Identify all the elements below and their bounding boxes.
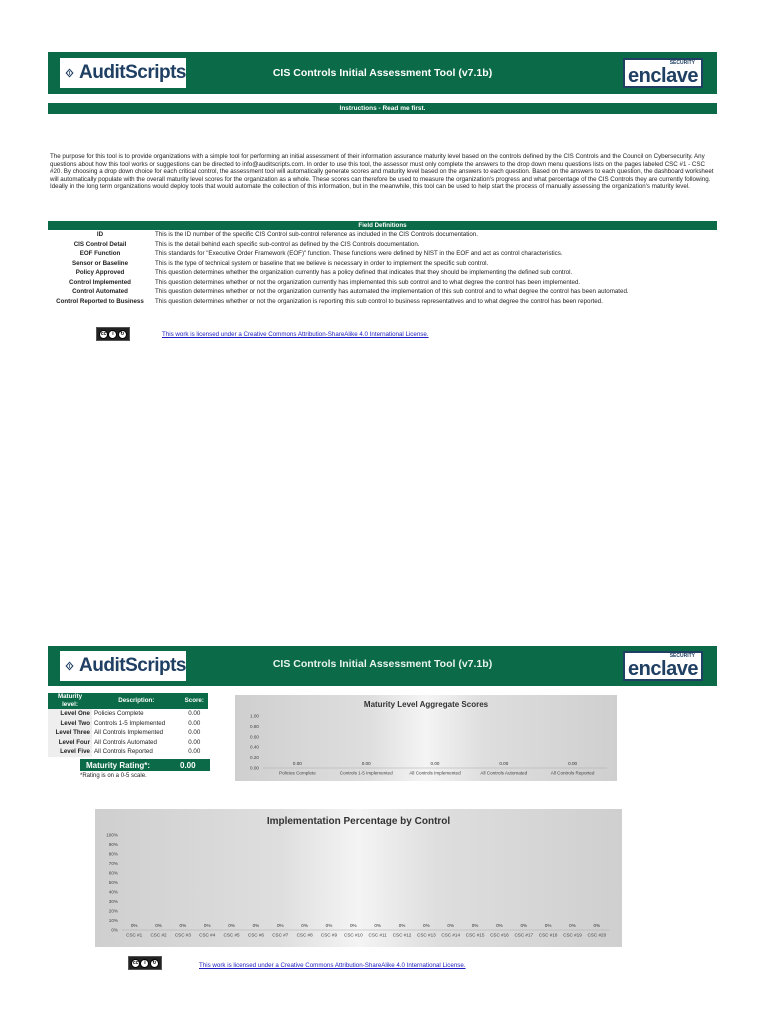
maturity-level: Level Four <box>48 738 92 748</box>
data-label: 0% <box>155 923 162 928</box>
data-label: 0% <box>496 923 503 928</box>
maturity-rating <box>80 759 210 771</box>
field-definition-row <box>48 249 717 259</box>
sa-icon: ↻ <box>118 330 127 339</box>
field-definition-row <box>48 287 717 297</box>
y-tick-label: 70% <box>108 861 118 866</box>
implementation-chart <box>95 809 622 947</box>
x-tick-label: CSC #18 <box>538 932 558 938</box>
chart-title: Maturity Level Aggregate Scores <box>363 700 489 709</box>
field-description: This is the ID number of the specific CIS Control sub-control reference as included in the CIS Controls documentation. <box>155 231 478 238</box>
x-tick-label: CSC #12 <box>392 932 412 938</box>
x-tick-label: Policies Complete <box>279 770 316 776</box>
aggregate-scores-chart <box>235 695 617 781</box>
field-description: This question determines whether or not the organization is reporting this sub control to business representatives and to what degree the control has been reported. <box>155 297 603 305</box>
x-tick-label: CSC #19 <box>563 932 582 938</box>
cc-icon: cc <box>132 960 139 966</box>
data-label: 0% <box>423 923 430 928</box>
y-tick-label: 90% <box>108 842 118 847</box>
maturity-desc: All Controls Reported <box>94 748 153 756</box>
field-key: Control Automated <box>72 288 128 295</box>
page-title: CIS Controls Initial Assessment Tool (v7.1b) <box>272 67 493 79</box>
x-tick-label: CSC #11 <box>368 932 387 938</box>
cc-license-badge[interactable] <box>128 956 162 970</box>
field-definition-row <box>48 268 717 278</box>
x-tick-label: All Controls Implemented <box>409 770 461 776</box>
field-definition-row <box>48 278 717 288</box>
field-definitions-table <box>48 221 717 306</box>
maturity-table <box>48 693 208 757</box>
maturity-score: 0.00 <box>188 729 201 737</box>
y-tick-label: 50% <box>108 880 118 885</box>
enclave-tagline: SECURITY <box>669 653 695 659</box>
data-label: 0% <box>374 923 381 928</box>
field-definition-row <box>48 240 717 250</box>
x-tick-label: CSC #15 <box>465 932 485 938</box>
field-definition-row <box>48 297 717 307</box>
data-label: 0% <box>203 923 211 928</box>
y-tick-label: 0% <box>111 927 118 933</box>
maturity-row <box>48 738 208 748</box>
maturity-desc: All Controls Implemented <box>94 729 164 737</box>
x-tick-label: CSC #9 <box>320 932 338 938</box>
data-label: 0.00 <box>430 761 440 766</box>
field-key: Control Implemented <box>69 278 131 286</box>
field-key: ID <box>96 231 104 238</box>
y-tick-label: 60% <box>108 870 118 876</box>
data-label: 0.00 <box>568 761 578 766</box>
x-tick-label: CSC #6 <box>247 932 264 938</box>
y-tick-label: 100% <box>106 832 118 838</box>
y-tick-label: 10% <box>108 918 118 923</box>
data-label: 0% <box>301 923 308 928</box>
data-label: 0% <box>228 923 235 928</box>
field-key: Control Reported to Business <box>56 297 144 305</box>
field-key: CIS Control Detail <box>73 240 127 248</box>
intro-paragraph: The purpose for this tool is to provide organizations with a simple tool for performing an initial assessment of their information assurance maturity level based on the controls defined by the CIS Controls and the Council on Cybersecurity. Any questions about how this tool works or suggestions can be directed to info@auditscripts.com. In order to use this tool, the assessor must only complete the answers to the drop down menu questions lists on the pages labeled CSC #1 - CSC #20. By choosing a drop down choice for each critical control, the assessment tool will automatically generate scores and maturity level based on the answers to each question. Based on the answers to each question, the dashboard worksheet will automatically populate with the overall maturity level scores for the organization as a whole. These scores can therefore be used to measure the organization's progress and what percentage of the CIS Controls they are currently following. Ideally in the long term organizations would deploy tools that would automate the collection of this information, but in the meanwhile, this tool can be used to help start the process of manually assessing the organization's maturity level. <box>50 153 714 191</box>
y-tick-label: 0.00 <box>250 765 259 771</box>
data-label: 0% <box>130 923 138 928</box>
logo-wordmark: AuditScripts <box>79 62 186 83</box>
x-tick-label: CSC #14 <box>441 932 461 938</box>
x-tick-label: CSC #7 <box>272 932 289 938</box>
header-banner <box>48 52 717 94</box>
field-key: Policy Approved <box>75 269 125 276</box>
data-label: 0% <box>520 923 528 928</box>
y-tick-label: 30% <box>108 899 118 904</box>
x-tick-label: CSC #20 <box>587 932 607 938</box>
x-tick-label: CSC #8 <box>296 932 313 938</box>
license-link[interactable]: This work is licensed under a Creative Commons Attribution-ShareAlike 4.0 International License. <box>199 962 466 969</box>
field-definition-row <box>48 230 717 240</box>
maturity-level: Level Five <box>48 747 92 757</box>
maturity-score: 0.00 <box>188 738 201 746</box>
data-label: 0% <box>544 923 552 928</box>
field-description: This is the detail behind each specific sub-control as defined by the CIS Controls documentation. <box>155 240 420 248</box>
license-link[interactable]: This work is licensed under a Creative Commons Attribution-ShareAlike 4.0 International License. <box>162 331 429 338</box>
maturity-rating-value: 0.00 <box>180 760 196 770</box>
x-tick-label: CSC #10 <box>344 932 363 938</box>
data-label: 0% <box>569 923 576 928</box>
instructions-bar: Instructions - Read me first. <box>48 103 717 114</box>
x-tick-label: CSC #16 <box>490 932 509 938</box>
data-label: 0% <box>276 923 284 928</box>
field-definitions-header: Field Definitions <box>48 221 717 230</box>
dashboard-title: CIS Controls Initial Assessment Tool (v7.1b) <box>272 658 493 670</box>
field-description: This standards for "Executive Order Framework (EOF)" function. These functions were defined by NIST in the EOF and act as control characteristics. <box>155 250 563 257</box>
x-tick-label: CSC #2 <box>150 932 167 938</box>
y-tick-label: 0.60 <box>250 734 259 740</box>
x-tick-label: CSC #3 <box>174 932 191 938</box>
maturity-rating-label: Maturity Rating*: <box>86 760 150 770</box>
maturity-level: Level Three <box>48 728 92 738</box>
maturity-col-header: Description: <box>92 693 181 709</box>
aggregate-scores-plot <box>235 695 617 781</box>
data-label: 0% <box>398 923 406 928</box>
field-description: This question determines whether or not the organization currently has automated the implementation of this sub control and to what degree the control has been automated. <box>155 288 629 295</box>
data-label: 0.00 <box>499 761 509 766</box>
x-tick-label: CSC #1 <box>126 932 143 938</box>
data-label: 0% <box>325 923 333 928</box>
dashboard-enclave-logo <box>623 651 703 681</box>
maturity-score: 0.00 <box>188 748 201 756</box>
y-tick-label: 1.00 <box>250 713 259 719</box>
field-key: Sensor or Baseline <box>71 259 129 267</box>
cc-icon: cc <box>100 331 107 337</box>
maturity-desc: Controls 1-5 Implemented <box>94 719 166 727</box>
y-tick-label: 0.80 <box>250 723 259 729</box>
dashboard-banner <box>48 646 717 686</box>
y-tick-label: 0.20 <box>250 755 259 761</box>
field-description: This question determines whether or not the organization currently has implemented this sub control and to what degree the control has been implemented. <box>155 278 581 286</box>
field-definition-row <box>48 259 717 269</box>
y-tick-label: 20% <box>108 908 118 914</box>
rating-note: *Rating is on a 0-5 scale. <box>80 773 147 779</box>
maturity-score: 0.00 <box>188 710 201 717</box>
data-label: 0% <box>447 923 455 928</box>
y-tick-label: 0.40 <box>250 744 259 750</box>
x-tick-label: CSC #17 <box>514 932 534 938</box>
field-key: EOF Function <box>79 250 121 257</box>
data-label: 0.00 <box>292 761 302 766</box>
data-label: 0% <box>252 923 260 928</box>
x-tick-label: CSC #5 <box>223 932 240 938</box>
maturity-row <box>48 728 208 738</box>
data-label: 0.00 <box>361 761 371 766</box>
x-tick-label: CSC #13 <box>417 932 436 938</box>
data-label: 0% <box>593 923 601 928</box>
enclave-wordmark: enclave <box>628 65 698 87</box>
maturity-desc: All Controls Automated <box>94 738 157 746</box>
enclave-wordmark: enclave <box>628 658 698 680</box>
x-tick-label: All Controls Reported <box>550 770 595 776</box>
maturity-row <box>48 747 208 757</box>
maturity-col-header: Score: <box>181 693 208 709</box>
logo-wordmark: AuditScripts <box>79 655 186 676</box>
field-description: This question determines whether the organization currently has a policy defined that indicates that they should be implementing the defined sub control. <box>155 269 573 276</box>
maturity-row <box>48 709 208 719</box>
chart-title: Implementation Percentage by Control <box>266 816 451 827</box>
implementation-plot <box>95 809 622 947</box>
maturity-level: Level One <box>48 709 92 719</box>
maturity-row <box>48 719 208 729</box>
maturity-desc: Policies Complete <box>94 710 144 717</box>
y-tick-label: 40% <box>108 889 118 895</box>
maturity-level: Level Two <box>48 719 92 729</box>
field-description: This is the type of technical system or baseline that we believe is necessary in order to implement the specific sub control. <box>155 259 489 267</box>
enclave-tagline: SECURITY <box>669 60 695 66</box>
sa-icon: ↻ <box>150 959 159 968</box>
by-icon: i <box>140 959 149 968</box>
data-label: 0% <box>179 923 187 928</box>
maturity-score: 0.00 <box>188 719 201 727</box>
cc-license-badge[interactable] <box>96 327 130 341</box>
enclave-logo <box>623 58 703 88</box>
y-tick-label: 80% <box>108 851 118 857</box>
data-label: 0% <box>350 923 357 928</box>
data-label: 0% <box>471 923 479 928</box>
x-tick-label: All Controls Automated <box>480 770 528 776</box>
x-tick-label: CSC #4 <box>199 932 216 938</box>
maturity-col-header: Maturity level: <box>48 693 92 709</box>
by-icon: i <box>108 330 117 339</box>
x-tick-label: Controls 1-5 Implemented <box>339 770 393 776</box>
